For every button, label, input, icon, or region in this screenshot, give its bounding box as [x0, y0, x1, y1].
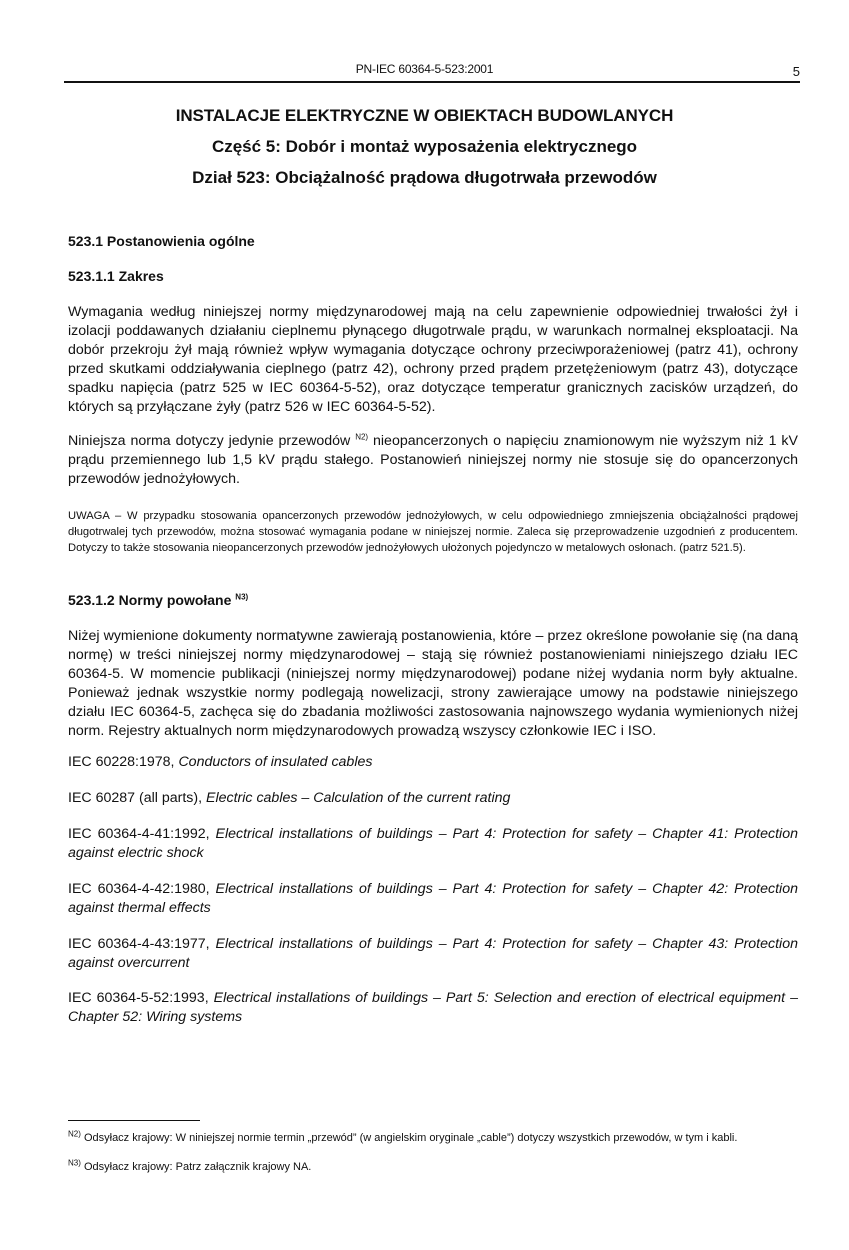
part-title: Część 5: Dobór i montaż wyposażenia elektrycznego: [211, 137, 638, 156]
reference-title: Electrical installations of buildings – Part 4: Protection for safety – Chapter 41: Protection against electric shock: [68, 826, 798, 861]
applicability-paragraph: [68, 432, 798, 489]
reference-item: [68, 935, 798, 973]
footnote-mark: N2): [68, 1129, 81, 1139]
section-heading-general: 523.1 Postanowienia ogólne: [68, 233, 255, 249]
note-paragraph: UWAGA – W przypadku stosowania opancerzonych przewodów jednożyłowych, w celu odpowiedniego zmniejszenia obciążalności prądowej długotrwalej tych przewodów, można stosować wymagania podane w niniejszej normie. Zaleca się przeprowadzenie uzgodnień z producentem. Dotyczy to także stosowania nieopancerzonych przewodów jednożyłowych ułożonych pojedynczo w metalowych osłonach. (patrz 521.5).: [68, 510, 798, 554]
footnote-rule: [68, 1120, 200, 1121]
reference-code: IEC 60364-4-43:1977,: [68, 936, 216, 952]
reference-code: IEC 60364-4-41:1992,: [68, 826, 216, 842]
reference-title: Electrical installations of buildings – Part 4: Protection for safety – Chapter 43: Protection against overcurrent: [68, 936, 798, 971]
division-title: Dział 523: Obciążalność prądowa długotrwała przewodów: [192, 168, 657, 187]
standard-code: PN-IEC 60364-5-523:2001: [355, 62, 494, 76]
references-heading-text: 523.1.2 Normy powołane: [68, 592, 232, 608]
reference-code: IEC 60364-4-42:1980,: [68, 881, 216, 897]
scope-paragraph: Wymagania według niniejszej normy międzynarodowej mają na celu zapewnienie odpowiedniej trwałości żył i izolacji poddawanych działaniu cieplnemu płynącego długotrwale prądu, w warunkach normalnej eksploatacji. Na dobór przekroju żył mają również wpływ wymagania dotyczące ochrony przeciwporażeniowej (patrz 41), ochrony przed skutkami oddziaływania cieplnego (patrz 42), ochrony przed prądem przetężeniowym (patrz 43), dotyczące spadku napięcia (patrz 525 w IEC 60364-5-52), oraz dotyczące temperatur granicznych zacisków urządzeń, do których są przyłączane żyły (patrz 526 w IEC 60364-5-52).: [68, 304, 798, 415]
reference-item: [68, 989, 798, 1027]
reference-title: Conductors of insulated cables: [178, 754, 373, 770]
header-rule: [64, 81, 800, 83]
references-intro-paragraph: Niżej wymienione dokumenty normatywne zawierają postanowienia, które – przez określone powołanie się (na daną normę) w treści niniejszej normy międzynarodowej – stają się również postanowieniami niniejszego działu IEC 60364-5. W momencie publikacji (niniejszej normy międzynarodowej) podane niżej wydania norm były aktualne. Ponieważ jednak wszystkie normy podlegają nowelizacji, strony zawierające umowy na podstawie niniejszego działu IEC 60364-5, zachęca się do zbadania możliwości zastosowania najnowszego wydania wymienionych niżej norm. Rejestry aktualnych norm międzynarodowych prowadzą wszyscy członkowie IEC i ISO.: [68, 628, 798, 739]
section-heading-scope: 523.1.1 Zakres: [68, 268, 164, 284]
applicability-text-start: Niniejsza norma dotyczy jedynie przewodów: [68, 433, 356, 449]
footnote-ref-n3: N3): [235, 592, 249, 602]
page-number: 5: [792, 64, 800, 79]
applicability-text-end: nieopancerzonych o napięciu znamionowym nie wyższym niż 1 kV prądu przemiennego lub 1,5 kV prądu stałego. Postanowień niniejszej normy nie stosuje się do opancerzonych przewodów jednożyłowych.: [68, 433, 798, 487]
reference-title: Electric cables – Calculation of the current rating: [206, 790, 511, 806]
reference-item: [68, 753, 798, 772]
footnote-mark: N3): [68, 1158, 81, 1168]
reference-title: Electrical installations of buildings – Part 5: Selection and erection of electrical equipment – Chapter 52: Wiring systems: [68, 990, 798, 1025]
reference-code: IEC 60228:1978,: [68, 754, 179, 770]
footnote-n3: [68, 1160, 813, 1175]
footnote-text: Odsyłacz krajowy: W niniejszej normie termin „przewód” (w angielskim oryginale „cable”) dotyczy wszystkich przewodów, w tym i kabli.: [80, 1132, 738, 1144]
reference-item: [68, 880, 798, 918]
footnote-n2: [68, 1131, 813, 1146]
reference-item: [68, 825, 798, 863]
reference-code: IEC 60287 (all parts),: [68, 790, 206, 806]
reference-item: [68, 789, 798, 808]
reference-code: IEC 60364-5-52:1993,: [68, 990, 214, 1006]
section-heading-references: [68, 592, 248, 608]
footnote-ref-n2: N2): [355, 432, 369, 442]
main-title: INSTALACJE ELEKTRYCZNE W OBIEKTACH BUDOWLANYCH: [175, 106, 674, 125]
footnote-text: Odsyłacz krajowy: Patrz załącznik krajowy NA.: [80, 1161, 312, 1173]
reference-title: Electrical installations of buildings – Part 4: Protection for safety – Chapter 42: Protection against thermal effects: [68, 881, 798, 916]
